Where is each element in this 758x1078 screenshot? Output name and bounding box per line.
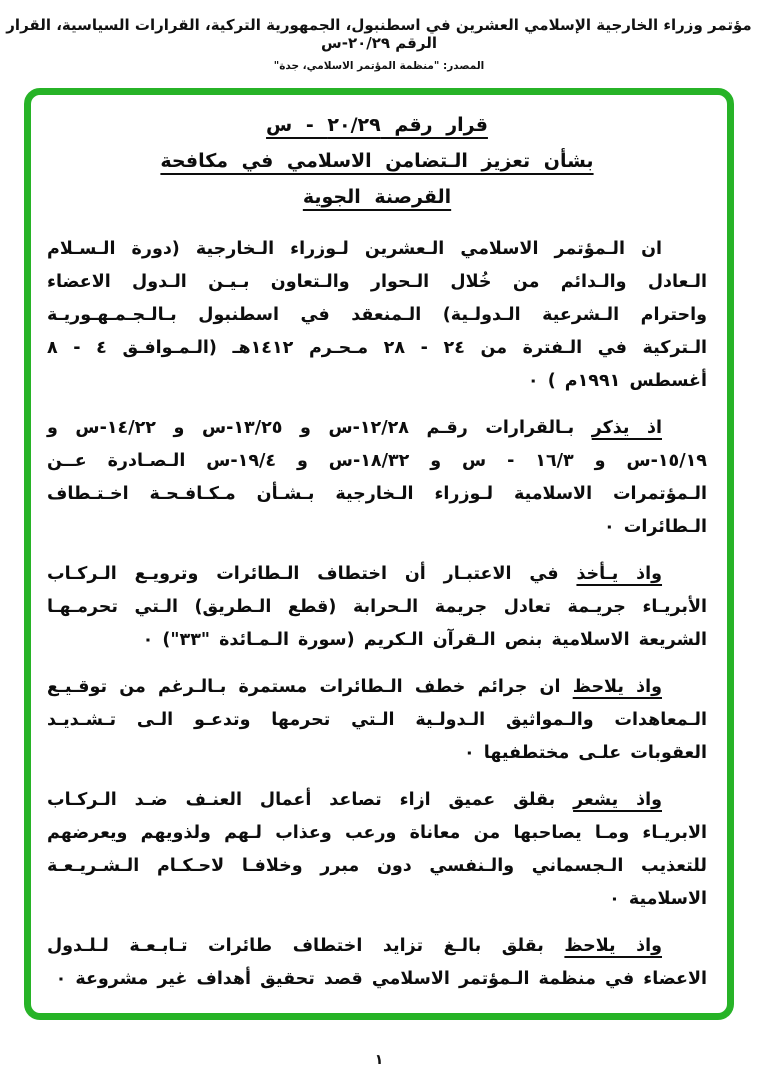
text-line: واذ يـأخذ في الاعتبـار أن اختطاف الـطائرات وترويـع الـركـاب [47,564,663,584]
text-line: العقوبات علـى مختطفيها ٠ [464,743,707,763]
page-number: ١ [374,1052,384,1068]
body-paragraph [47,784,707,916]
text-line: أغسطس ١٩٩١م ) ٠ [527,371,707,391]
text-line: ١٥/١٩-س و ١٦/٣ - س و ١٨/٣٢-س و ١٩/٤-س الـصـادرة عــن [47,451,707,471]
text-line: واذ يلاحظ بقلق بالـغ تزايد اختطاف طائرات تـابـعـة لـلـدول [47,936,662,956]
lead-phrase: واذ يـأخذ [576,564,663,584]
text-line: الـمعاهدات والـمواثيق الـدولـية الـتي تحرمها وتدعـو الـى تـشـديـد [47,710,707,730]
body-paragraph [47,412,707,544]
text-line: اذ يذكر بـالقرارات رقـم ١٢/٢٨-س و ١٣/٢٥-س و ١٤/٢٢-س و [47,418,662,438]
green-border-frame [24,88,734,1020]
text-line: الابريـاء ومـا يصاحبها من معاناة ورعب وعذاب لـهم ولذويهم ويعرضهم [47,823,707,843]
text-line: ان الـمؤتمر الاسلامي الـعشرين لـوزراء الـخارجية (دورة الـسـلام [47,239,662,259]
text-line: الـتركية في الـفترة من ٢٤ - ٢٨ مـحـرم ١٤١٢هـ (الـمـوافـق ٤ - ٨ [47,338,708,358]
title-line-text: القرصنة الجوية [302,186,452,208]
resolution-body [47,233,707,996]
body-paragraph [47,930,707,996]
resolution-document [31,95,727,1013]
text-line: الشريعة الاسلامية بنص الـقرآن الـكريم (سورة الـمـائدة "٣٣") ٠ [142,630,707,650]
lead-phrase: واذ يشعر [573,790,662,810]
lead-phrase: واذ يلاحظ [564,936,662,956]
title-line [47,143,707,179]
body-paragraph [47,233,707,398]
resolution-title [47,107,707,215]
title-line-text: بشأن تعزيز الـتضامن الاسلامي في مكافحة [160,150,594,172]
lead-phrase: واذ يلاحظ [572,677,662,697]
text-line: للتعذيب الـجسماني والـنفسي دون مبرر وخلافـا لاحـكـام الـشـريـعـة [47,856,707,876]
text-line: الـعادل والـدائم من خُلال الـحوار والـتعاون بـيـن الـدول الاعضاء [47,272,707,292]
text-line: واحترام الـشرعية الـدولـية) الـمنعقد في اسطنبول بـالـجـمـهـوريـة [47,305,707,325]
body-paragraph [47,558,707,657]
text-line: واذ يلاحظ ان جرائم خطف الـطائرات مستمرة بـالـرغم من توقـيـع [47,677,662,697]
lead-phrase: اذ يذكر [591,418,662,438]
header-source: المصدر: "منظمة المؤتمر الاسلامي، جدة" [273,60,485,72]
source-header [0,16,758,72]
text-line: الاعضاء في منظمة الـمؤتمر الاسلامي قصد تحقيق أهداف غير مشروعة ٠ [55,969,707,989]
body-paragraph [47,671,707,770]
header-title: مؤتمر وزراء الخارجية الإسلامي العشرين في اسطنبول، الجمهورية التركية، القرارات السياسية، القرار الرقم ٢٠/٢٩-س [6,16,752,52]
text-line: الـطائرات ٠ [604,517,707,537]
text-line: الاسلامية ٠ [609,889,707,909]
text-line: واذ يشعر بقلق عميق ازاء تصاعد أعمال العنـف ضـد الـركـاب [47,790,662,810]
title-line [47,179,707,215]
title-line-text: قرار رقم ٢٠/٢٩ - س [266,114,488,136]
text-line: الأبريـاء جريـمة تعادل جريمة الـحرابة (قطع الـطريق) الـتي تحرمـهـا [47,597,707,617]
text-line: الـمؤتمرات الاسلامية لـوزراء الـخارجية بـشـأن مـكـافـحـة اخـتـطاف [47,484,707,504]
title-line [47,107,707,143]
